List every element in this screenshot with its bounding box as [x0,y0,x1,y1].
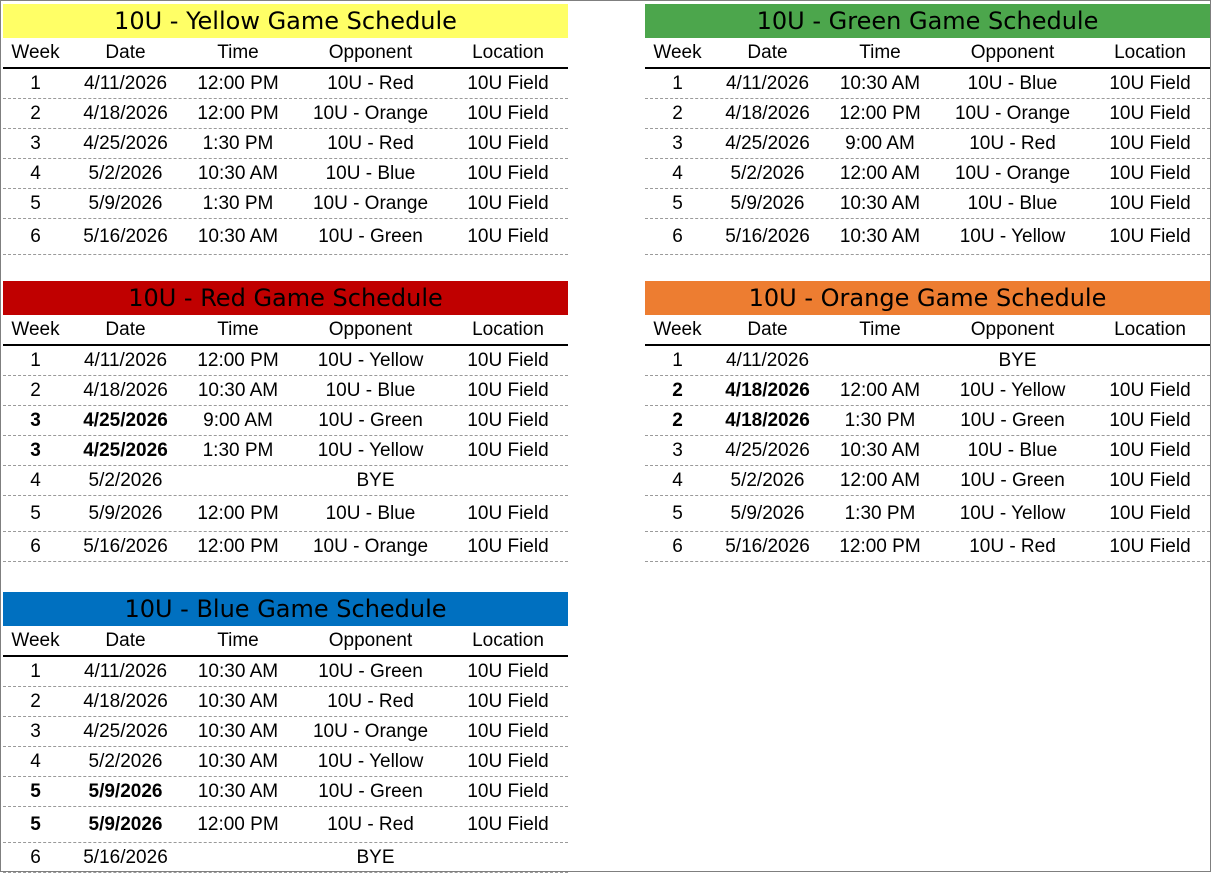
location-cell: 10U Field [467,660,549,682]
time-cell: 1:30 PM [202,192,274,214]
date-cell: 4/18/2026 [83,690,168,712]
location-cell: 10U Field [467,720,549,742]
schedule-row [3,687,568,717]
schedule-row [3,346,568,376]
week-header: Week [653,318,702,340]
date-header: Date [747,41,788,63]
time-cell: 1:30 PM [202,439,274,461]
date-header: Date [105,629,146,651]
date-cell: 4/18/2026 [83,102,168,124]
time-header: Time [859,318,901,340]
location-cell: 10U Field [467,192,549,214]
date-cell: 5/9/2026 [88,813,163,835]
opponent-cell: 10U - Yellow [959,379,1066,401]
schedule-rows [645,69,1210,255]
date-cell: 5/16/2026 [83,846,168,868]
location-cell: 10U Field [467,72,549,94]
schedule-row [3,189,568,219]
date-cell: 4/18/2026 [725,379,810,401]
location-cell: 10U Field [1109,132,1191,154]
schedule-row [645,376,1210,406]
location-cell: 10U Field [1109,192,1191,214]
date-cell: 5/2/2026 [88,162,163,184]
date-cell: 4/25/2026 [83,132,168,154]
schedule-row [3,532,568,562]
opponent-cell: 10U - Orange [312,720,429,742]
date-cell: 4/25/2026 [83,720,168,742]
time-cell: 10:30 AM [839,439,921,461]
week-cell: 2 [30,102,41,124]
schedule-row [645,159,1210,189]
date-cell: 5/16/2026 [725,225,810,247]
time-cell: 1:30 PM [844,502,916,524]
location-cell: 10U Field [1109,225,1191,247]
location-cell: 10U Field [467,225,549,247]
location-cell: 10U Field [467,813,549,835]
schedule-row [3,129,568,159]
schedule-rows [3,346,568,562]
schedule-row [3,496,568,532]
time-header: Time [859,41,901,63]
schedule-row [645,219,1210,255]
location-header: Location [472,41,544,63]
week-cell: 6 [30,535,41,557]
time-cell: 10:30 AM [197,720,279,742]
schedule-row [645,99,1210,129]
location-cell: 10U Field [467,780,549,802]
location-cell: 10U Field [1109,409,1191,431]
week-header: Week [11,318,60,340]
schedule-title: 10U - Green Game Schedule [645,4,1210,38]
schedule-row [3,777,568,807]
date-cell: 4/18/2026 [725,102,810,124]
week-cell: 3 [672,439,683,461]
location-cell: 10U Field [467,535,549,557]
week-cell: 6 [30,225,41,247]
header-row [3,38,568,69]
time-header: Time [217,41,259,63]
week-cell: 4 [30,750,41,772]
date-header: Date [747,318,788,340]
schedule-row [3,843,568,873]
location-cell: 10U Field [1109,502,1191,524]
week-cell: 5 [672,502,683,524]
opponent-cell: 10U - Yellow [959,502,1066,524]
schedule-row [645,189,1210,219]
date-cell: 5/9/2026 [730,502,805,524]
opponent-cell: 10U - Red [327,813,414,835]
time-cell: 10:30 AM [197,660,279,682]
location-cell: 10U Field [1109,535,1191,557]
date-cell: 5/16/2026 [83,225,168,247]
week-cell: 5 [30,192,41,214]
location-header: Location [1114,41,1186,63]
time-cell: 10:30 AM [197,750,279,772]
yellow-schedule [3,4,568,255]
time-cell: 10:30 AM [839,225,921,247]
schedule-rows [645,346,1210,562]
location-cell: 10U Field [467,502,549,524]
schedule-row [3,219,568,255]
week-cell: 5 [30,502,41,524]
date-cell: 5/9/2026 [88,192,163,214]
time-cell: 10:30 AM [197,780,279,802]
week-cell: 3 [672,132,683,154]
opponent-cell: 10U - Blue [967,439,1058,461]
schedule-row [645,406,1210,436]
opponent-cell: 10U - Blue [967,192,1058,214]
location-header: Location [472,318,544,340]
opponent-cell: 10U - Orange [312,535,429,557]
opponent-cell: 10U - Blue [325,502,416,524]
week-cell: 3 [30,409,41,431]
schedule-row [645,436,1210,466]
date-cell: 4/18/2026 [725,409,810,431]
date-cell: 4/11/2026 [83,349,168,371]
week-header: Week [653,41,702,63]
schedule-row [645,129,1210,159]
blue-schedule [3,592,568,873]
orange-schedule [645,281,1210,562]
week-cell: 2 [672,102,683,124]
week-cell: 5 [30,780,41,802]
location-cell: 10U Field [1109,102,1191,124]
week-cell: 3 [30,132,41,154]
time-cell: 1:30 PM [202,132,274,154]
opponent-cell: 10U - Orange [954,162,1071,184]
opponent-cell: 10U - Red [327,690,414,712]
time-cell: 10:30 AM [197,162,279,184]
header-row [645,315,1210,346]
opponent-cell: 10U - Red [969,132,1056,154]
location-cell: 10U Field [467,439,549,461]
time-cell: 12:00 PM [197,502,279,524]
location-cell: 10U Field [1109,439,1191,461]
schedule-row [3,657,568,687]
date-header: Date [105,318,146,340]
location-cell: 10U Field [1109,72,1191,94]
date-cell: 5/2/2026 [730,162,805,184]
week-cell: 2 [30,379,41,401]
location-cell: 10U Field [467,690,549,712]
week-cell: 1 [672,72,683,94]
date-cell: 5/2/2026 [88,750,163,772]
week-cell: 4 [30,162,41,184]
date-cell: 4/25/2026 [83,409,168,431]
week-cell: 5 [30,813,41,835]
schedule-row [3,159,568,189]
week-cell: 3 [30,439,41,461]
schedule-row [3,807,568,843]
week-cell: 2 [672,379,683,401]
opponent-header: Opponent [328,629,413,651]
opponent-cell: 10U - Yellow [317,750,424,772]
date-cell: 5/9/2026 [730,192,805,214]
week-cell: 6 [672,535,683,557]
schedule-row [645,496,1210,532]
green-schedule [645,4,1210,255]
bye-cell: BYE [356,469,395,491]
schedule-row [3,747,568,777]
time-cell: 12:00 PM [839,102,921,124]
opponent-header: Opponent [328,41,413,63]
week-cell: 5 [672,192,683,214]
time-cell: 10:30 AM [197,690,279,712]
time-cell: 12:00 PM [197,72,279,94]
opponent-cell: 10U - Green [960,469,1065,491]
time-cell: 10:30 AM [839,72,921,94]
date-cell: 4/11/2026 [83,660,168,682]
time-cell: 12:00 PM [197,102,279,124]
schedule-row [645,466,1210,496]
opponent-header: Opponent [970,318,1055,340]
date-cell: 5/16/2026 [83,535,168,557]
bye-cell: BYE [998,349,1037,371]
header-row [3,626,568,657]
opponent-cell: 10U - Yellow [317,349,424,371]
opponent-cell: 10U - Red [327,132,414,154]
opponent-cell: 10U - Orange [312,102,429,124]
opponent-cell: 10U - Green [318,225,423,247]
time-cell: 10:30 AM [197,379,279,401]
location-cell: 10U Field [467,750,549,772]
week-cell: 4 [672,469,683,491]
schedule-row [3,436,568,466]
week-cell: 4 [672,162,683,184]
time-cell: 12:00 PM [197,813,279,835]
time-cell: 12:00 AM [839,469,921,491]
date-cell: 5/9/2026 [88,780,163,802]
schedule-row [3,406,568,436]
week-cell: 1 [30,349,41,371]
schedule-title: 10U - Orange Game Schedule [645,281,1210,315]
opponent-header: Opponent [970,41,1055,63]
opponent-cell: 10U - Orange [312,192,429,214]
schedule-rows [3,69,568,255]
location-cell: 10U Field [467,349,549,371]
date-header: Date [105,41,146,63]
week-header: Week [11,629,60,651]
location-cell: 10U Field [1109,469,1191,491]
time-cell: 9:00 AM [203,409,273,431]
header-row [645,38,1210,69]
time-cell: 12:00 AM [839,162,921,184]
date-cell: 5/9/2026 [88,502,163,524]
schedule-title: 10U - Blue Game Schedule [3,592,568,626]
schedule-row [645,346,1210,376]
week-header: Week [11,41,60,63]
date-cell: 4/25/2026 [725,132,810,154]
week-cell: 6 [672,225,683,247]
location-cell: 10U Field [467,162,549,184]
date-cell: 4/25/2026 [725,439,810,461]
date-cell: 5/2/2026 [88,469,163,491]
header-row [3,315,568,346]
schedule-row [3,466,568,496]
time-cell: 10:30 AM [197,225,279,247]
location-cell: 10U Field [467,409,549,431]
opponent-cell: 10U - Red [327,72,414,94]
schedule-row [645,532,1210,562]
week-cell: 4 [30,469,41,491]
week-cell: 1 [30,72,41,94]
opponent-cell: 10U - Blue [325,162,416,184]
date-cell: 5/16/2026 [725,535,810,557]
opponent-cell: 10U - Red [969,535,1056,557]
time-header: Time [217,318,259,340]
week-cell: 1 [672,349,683,371]
location-cell: 10U Field [1109,162,1191,184]
red-schedule [3,281,568,562]
time-cell: 12:00 PM [197,349,279,371]
date-cell: 4/18/2026 [83,379,168,401]
opponent-cell: 10U - Blue [967,72,1058,94]
time-cell: 9:00 AM [845,132,915,154]
opponent-header: Opponent [328,318,413,340]
date-cell: 4/25/2026 [83,439,168,461]
time-cell: 12:00 PM [839,535,921,557]
date-cell: 4/11/2026 [725,349,810,371]
location-cell: 10U Field [467,379,549,401]
week-cell: 6 [30,846,41,868]
location-header: Location [472,629,544,651]
opponent-cell: 10U - Yellow [959,225,1066,247]
schedule-row [3,717,568,747]
location-cell: 10U Field [1109,379,1191,401]
time-cell: 12:00 AM [839,379,921,401]
week-cell: 1 [30,660,41,682]
opponent-cell: 10U - Blue [325,379,416,401]
time-cell: 1:30 PM [844,409,916,431]
location-header: Location [1114,318,1186,340]
time-cell: 12:00 PM [197,535,279,557]
location-cell: 10U Field [467,102,549,124]
opponent-cell: 10U - Green [318,780,423,802]
opponent-cell: 10U - Orange [954,102,1071,124]
week-cell: 3 [30,720,41,742]
schedule-row [3,376,568,406]
opponent-cell: 10U - Green [318,409,423,431]
schedule-title: 10U - Yellow Game Schedule [3,4,568,38]
schedule-row [3,99,568,129]
date-cell: 4/11/2026 [725,72,810,94]
schedule-rows [3,657,568,873]
bye-cell: BYE [356,846,395,868]
schedule-row [645,69,1210,99]
opponent-cell: 10U - Green [960,409,1065,431]
location-cell: 10U Field [467,132,549,154]
time-cell: 10:30 AM [839,192,921,214]
date-cell: 5/2/2026 [730,469,805,491]
opponent-cell: 10U - Yellow [317,439,424,461]
week-cell: 2 [672,409,683,431]
opponent-cell: 10U - Green [318,660,423,682]
week-cell: 2 [30,690,41,712]
time-header: Time [217,629,259,651]
date-cell: 4/11/2026 [83,72,168,94]
schedule-title: 10U - Red Game Schedule [3,281,568,315]
schedule-row [3,69,568,99]
